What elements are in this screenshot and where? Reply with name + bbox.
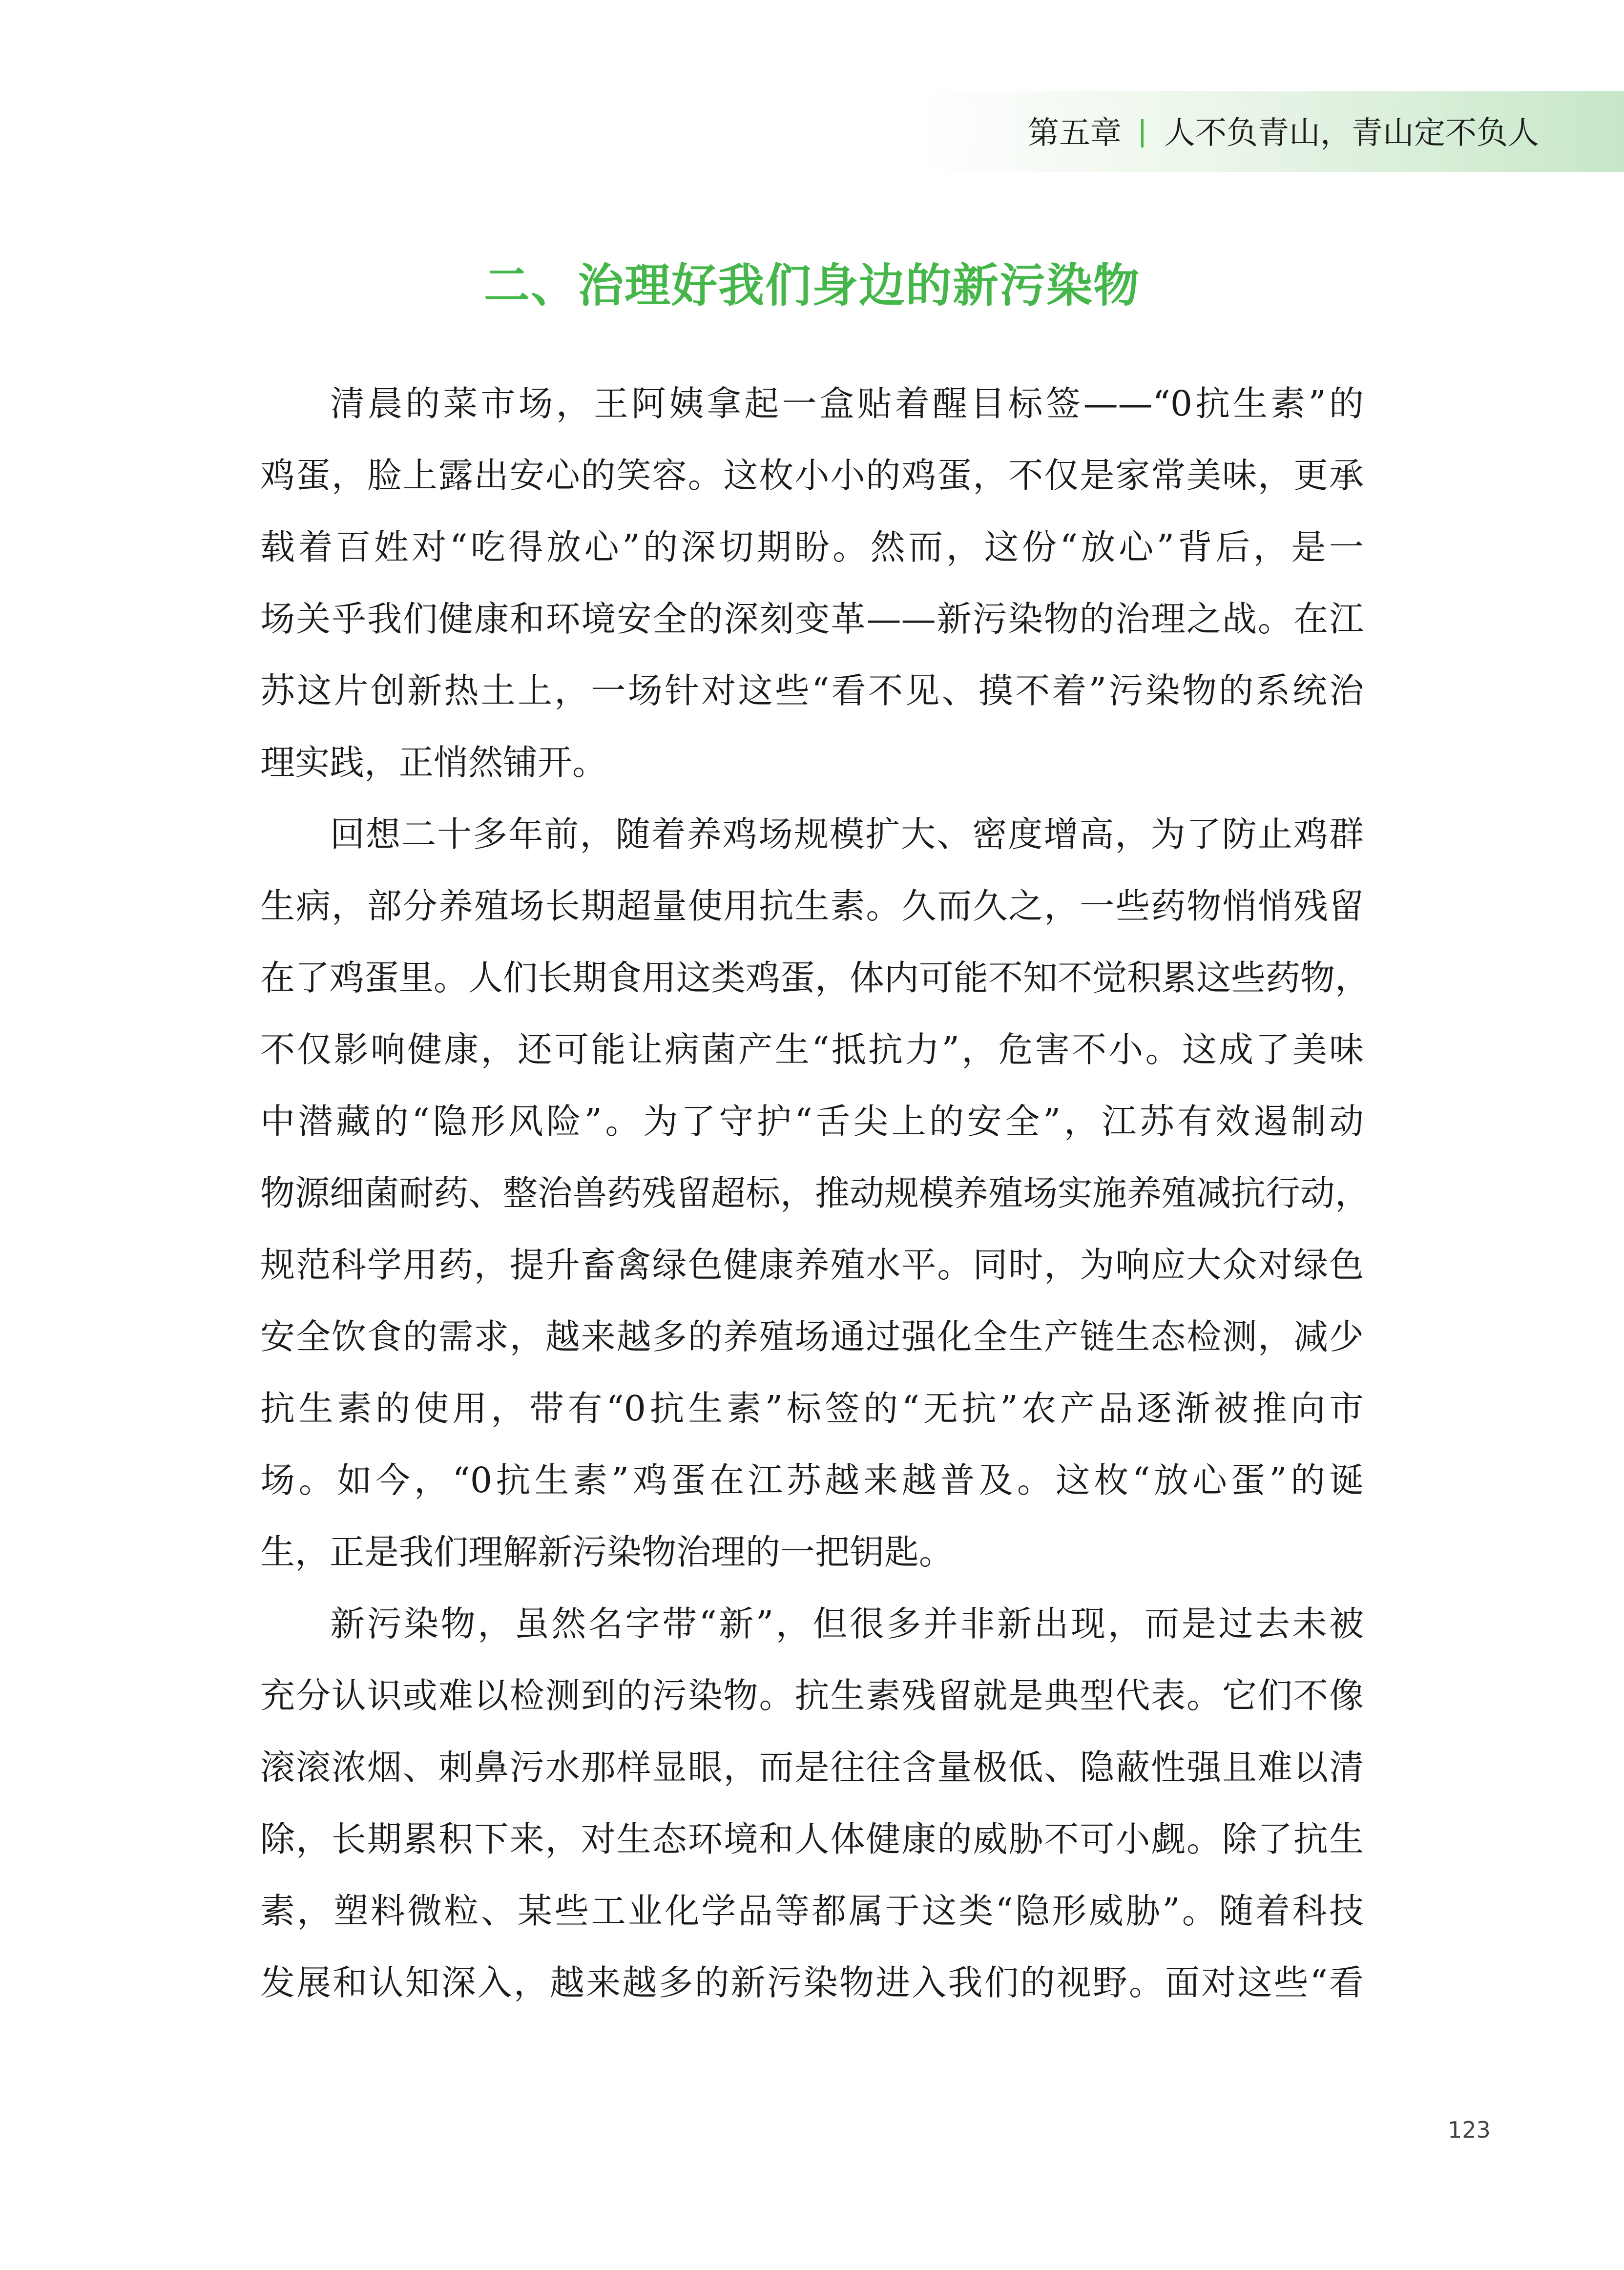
text-line: 回想二十多年前，随着养鸡场规模扩大、密度增高，为了防止鸡群 bbox=[330, 814, 1364, 854]
text-line: 中潜藏的“隐形风险”。为了守护“舌尖上的安全”，江苏有效遏制动 bbox=[260, 1101, 1364, 1142]
text-line: 规范科学用药，提升畜禽绿色健康养殖水平。同时，为响应大众对绿色 bbox=[260, 1245, 1364, 1285]
text-line: 滚滚浓烟、刺鼻污水那样显眼，而是往往含量极低、隐蔽性强且难以清 bbox=[260, 1747, 1364, 1788]
text-line: 新污染物，虽然名字带“新”，但很多并非新出现，而是过去未被 bbox=[330, 1604, 1364, 1644]
text-line: 苏这片创新热土上，一场针对这些“看不见、摸不着”污染物的系统治 bbox=[260, 670, 1364, 711]
text-line: 安全饮食的需求，越来越多的养殖场通过强化全生产链生态检测，减少 bbox=[260, 1316, 1364, 1357]
chapter-number: 第五章 bbox=[1028, 115, 1122, 151]
text-line: 场。如今，“0抗生素”鸡蛋在江苏越来越普及。这枚“放心蛋”的诞 bbox=[260, 1460, 1364, 1500]
body-text bbox=[260, 378, 1370, 2029]
page-number: 123 bbox=[1448, 2117, 1491, 2143]
text-line: 物源细菌耐药、整治兽药残留超标，推动规模养殖场实施养殖减抗行动， bbox=[260, 1173, 1370, 1213]
text-line: 生病，部分养殖场长期超量使用抗生素。久而久之，一些药物悄悄残留 bbox=[260, 886, 1364, 926]
text-line: 充分认识或难以检测到的污染物。抗生素残留就是典型代表。它们不像 bbox=[260, 1675, 1364, 1716]
chapter-title: 人不负青山，青山定不负人 bbox=[1164, 115, 1539, 151]
paragraph bbox=[260, 378, 1364, 809]
text-line: 载着百姓对“吃得放心”的深切期盼。然而，这份“放心”背后，是一 bbox=[260, 527, 1364, 567]
text-line: 抗生素的使用，带有“0抗生素”标签的“无抗”农产品逐渐被推向市 bbox=[260, 1388, 1364, 1429]
text-line: 除，长期累积下来，对生态环境和人体健康的威胁不可小觑。除了抗生 bbox=[260, 1819, 1364, 1859]
paragraph bbox=[260, 1599, 1364, 2029]
paragraph bbox=[260, 809, 1370, 1599]
text-line: 不仅影响健康，还可能让病菌产生“抵抗力”，危害不小。这成了美味 bbox=[260, 1029, 1364, 1070]
running-header bbox=[1028, 111, 1539, 155]
text-line: 场关乎我们健康和环境安全的深刻变革——新污染物的治理之战。在江 bbox=[260, 599, 1364, 639]
text-line: 鸡蛋，脸上露出安心的笑容。这枚小小的鸡蛋，不仅是家常美味，更承 bbox=[260, 455, 1364, 496]
text-line: 在了鸡蛋里。人们长期食用这类鸡蛋，体内可能不知不觉积累这些药物， bbox=[260, 958, 1370, 998]
text-line: 生，正是我们理解新污染物治理的一把钥匙。 bbox=[260, 1532, 954, 1572]
text-line: 发展和认知深入，越来越多的新污染物进入我们的视野。面对这些“看 bbox=[260, 1962, 1364, 2003]
text-line: 素，塑料微粒、某些工业化学品等都属于这类“隐形威胁”。随着科技 bbox=[260, 1891, 1364, 1931]
text-line: 清晨的菜市场，王阿姨拿起一盒贴着醒目标签——“0抗生素”的 bbox=[330, 383, 1364, 424]
section-title: 二、治理好我们身边的新污染物 bbox=[483, 259, 1140, 312]
text-line: 理实践，正悄然铺开。 bbox=[260, 742, 607, 783]
header-divider bbox=[1141, 119, 1144, 147]
